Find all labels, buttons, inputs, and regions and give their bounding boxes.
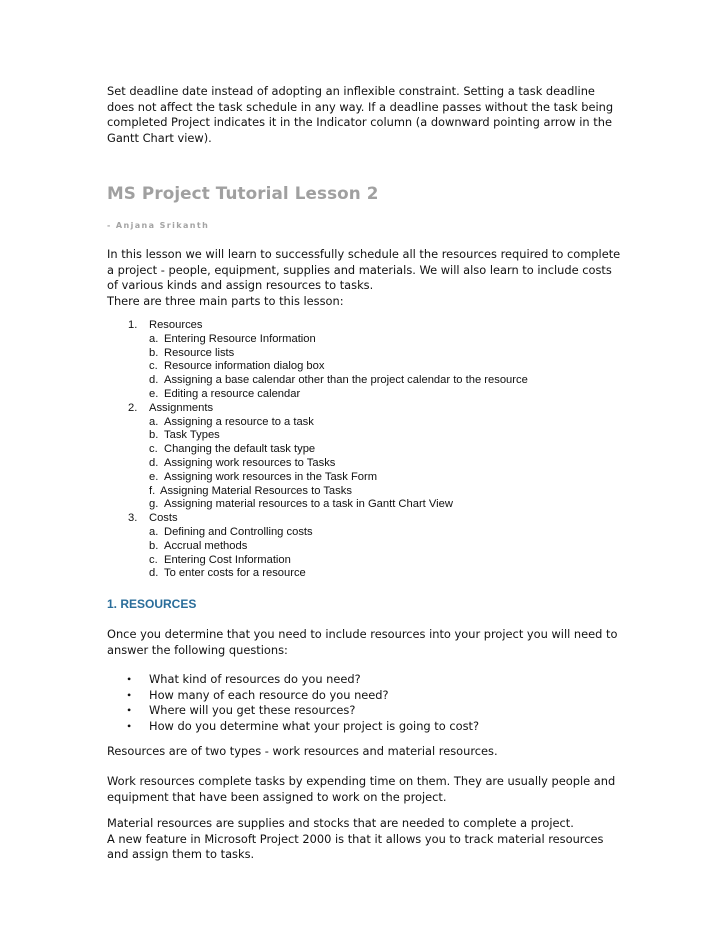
text-line: Gantt Chart view). [107,130,212,145]
outline-letter: c. [149,443,158,456]
outline-subitem [107,416,707,430]
outline-subitem [107,333,707,347]
outline-label: Resources [149,319,203,331]
outline-sublabel: Entering Cost Information [164,553,291,566]
material-resources-paragraph [107,816,707,863]
bullet-icon: • [127,672,132,686]
outline-sublabel: Editing a resource calendar [164,387,301,400]
text-line: equipment that have been assigned to work on the project. [107,789,447,804]
outline-letter: c. [149,360,158,373]
resource-types-paragraph [107,744,707,760]
outline-sublabel: Assigning work resources to Tasks [164,456,336,469]
outline-subitem [107,471,707,485]
text-line: and assign them to tasks. [107,847,255,862]
outline-item [107,319,707,333]
outline-number: 1. [128,319,138,331]
intro-paragraph [107,84,707,146]
outline-letter: b. [149,429,159,442]
lesson-title: MS Project Tutorial Lesson 2 [107,183,379,203]
outline-sublabel: Changing the default task type [164,443,316,456]
outline-sublabel: Assigning a resource to a task [164,415,314,428]
outline-letter: c. [149,553,158,566]
bullet-icon: • [127,703,132,718]
outline-number: 2. [128,401,138,414]
outline-subitem [107,388,707,402]
outline-label: Costs [149,512,178,525]
list-item [107,719,707,735]
outline-letter: e. [149,470,159,483]
section-heading-resources: 1. RESOURCES [107,597,197,611]
outline-number: 3. [128,512,138,525]
outline-subitem [107,554,707,568]
bullet-icon: • [127,718,132,733]
outline-item [107,512,707,526]
outline-subitem [107,347,707,361]
outline-subitem [107,429,707,443]
outline-letter: d. [149,374,159,387]
text-line: Once you determine that you need to include resources into your project you will need to [107,627,618,641]
outline-sublabel: Defining and Controlling costs [164,525,313,538]
text-line: Set deadline date instead of adopting an inflexible constraint. Setting a task deadline [107,84,595,98]
outline-sublabel: Resource lists [164,346,235,359]
outline-sublabel: Assigning work resources in the Task Form [164,470,378,483]
lesson-intro-paragraph [107,247,707,309]
outline-letter: g. [149,498,159,511]
outline-sublabel: Assigning Material Resources to Tasks [160,484,352,497]
outline-subitem [107,526,707,540]
outline-sublabel: Task Types [164,429,220,442]
outline-subitem [107,443,707,457]
outline-letter: a. [149,525,159,538]
list-item [107,672,707,688]
list-item-text: How do you determine what your project is going to cost? [149,718,480,733]
outline-subitem [107,457,707,471]
text-line: Work resources complete tasks by expending time on them. They are usually people and [107,774,616,788]
lesson-outline [107,319,707,581]
lesson-author: - Anjana Srikanth [107,221,210,230]
text-line: completed Project indicates it in the Indicator column (a downward pointing arrow in the [107,115,612,130]
text-line: Resources are of two types - work resources and material resources. [107,744,498,758]
text-line: does not affect the task schedule in any way. If a deadline passes without the task being [107,99,614,114]
outline-letter: d. [149,456,159,469]
outline-letter: b. [149,539,159,552]
text-line: answer the following questions: [107,642,288,657]
text-line: There are three main parts to this lesson: [107,293,344,308]
outline-subitem [107,567,707,581]
bullet-icon: • [127,687,132,702]
list-item-text: How many of each resource do you need? [149,687,389,702]
work-resources-paragraph [107,774,707,805]
outline-sublabel: Assigning a base calendar other than the project calendar to the resource [164,374,528,387]
resources-intro-paragraph [107,627,707,658]
outline-item [107,402,707,416]
text-line: of various kinds and assign resources to tasks. [107,278,374,293]
list-item-text: Where will you get these resources? [149,703,356,718]
outline-letter: b. [149,346,159,359]
outline-sublabel: Accrual methods [164,539,248,552]
outline-letter: f. [149,484,156,497]
list-item-text: What kind of resources do you need? [149,672,361,686]
list-item [107,703,707,719]
outline-subitem [107,360,707,374]
outline-letter: d. [149,567,159,580]
outline-subitem [107,485,707,499]
outline-sublabel: Entering Resource Information [164,332,316,345]
outline-sublabel: Resource information dialog box [164,360,325,373]
outline-label: Assignments [149,401,214,414]
text-line: In this lesson we will learn to successfully schedule all the resources required to complete [107,247,621,261]
outline-subitem [107,540,707,554]
outline-letter: e. [149,387,159,400]
outline-subitem [107,374,707,388]
outline-letter: a. [149,415,159,428]
text-line: Material resources are supplies and stocks that are needed to complete a project. [107,816,574,830]
outline-sublabel: Assigning material resources to a task in Gantt Chart View [164,498,453,511]
text-line: a project - people, equipment, supplies and materials. We will also learn to include costs [107,262,612,277]
list-item [107,688,707,704]
outline-sublabel: To enter costs for a resource [164,567,306,580]
text-line: A new feature in Microsoft Project 2000 is that it allows you to track material resources [107,831,604,846]
outline-letter: a. [149,332,159,345]
questions-list [107,672,707,734]
outline-subitem [107,498,707,512]
